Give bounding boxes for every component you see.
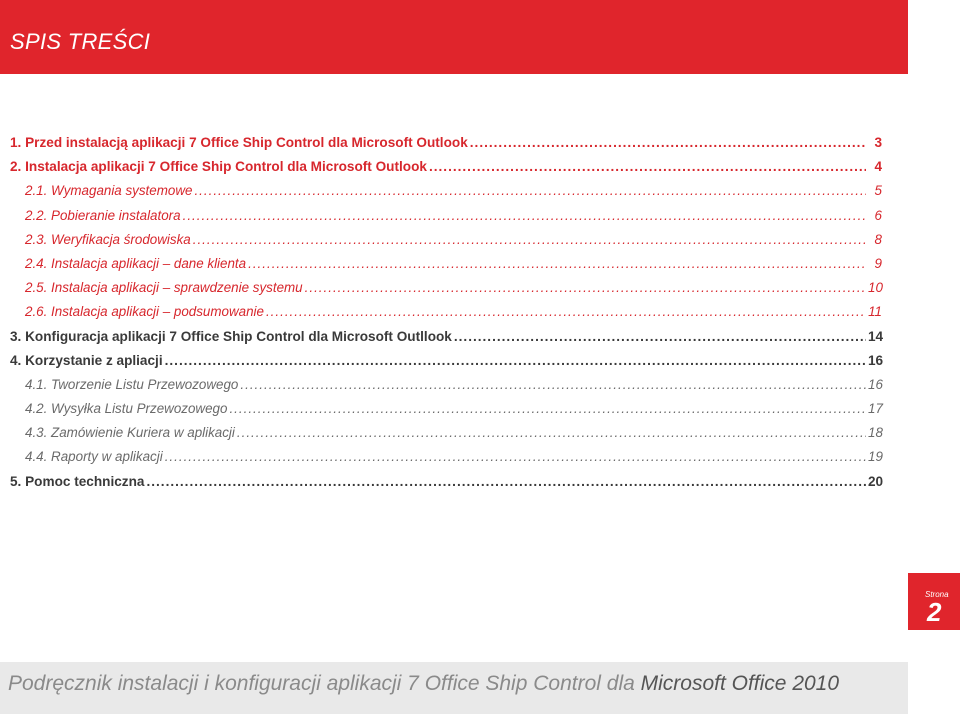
page-number: 2 <box>927 597 942 627</box>
toc-entry[interactable] <box>10 327 882 351</box>
toc-entry[interactable] <box>10 278 882 302</box>
toc-leader-dots <box>305 278 866 298</box>
toc-leader-dots <box>248 254 866 274</box>
toc-entry[interactable] <box>10 472 882 496</box>
toc-entry-title: 4.4. Raporty w aplikacji <box>25 449 163 465</box>
toc-leader-dots <box>229 399 866 419</box>
toc-entry[interactable] <box>10 206 882 230</box>
toc-leader-dots <box>470 133 866 153</box>
footer-text-strong: Microsoft Office 2010 <box>640 672 840 695</box>
toc-leader-dots <box>194 181 866 201</box>
toc-entry-title: 2.5. Instalacja aplikacji – sprawdzenie systemu <box>25 280 303 296</box>
toc-entry-page: 8 <box>874 231 882 247</box>
footer-text <box>8 672 839 696</box>
page-number-label: Strona <box>925 590 949 599</box>
toc-leader-dots <box>165 447 866 467</box>
toc-entry-title: 2.6. Instalacja aplikacji – podsumowanie <box>25 304 264 320</box>
footer-bar <box>0 662 908 714</box>
toc-entry-page: 11 <box>868 304 882 320</box>
toc-leader-dots <box>454 327 866 347</box>
toc-entry[interactable] <box>10 181 882 205</box>
toc-entry-page: 5 <box>874 183 882 199</box>
toc-leader-dots <box>146 472 866 492</box>
toc-entry-page: 17 <box>868 401 883 417</box>
toc-entry-title: 3. Konfiguracja aplikacji 7 Office Ship Control dla Microsoft Outllook <box>10 328 452 344</box>
toc-entry-title: 4.2. Wysyłka Listu Przewozowego <box>25 401 228 417</box>
toc-entry-page: 16 <box>868 352 884 368</box>
toc-leader-dots <box>165 351 866 371</box>
footer-text-light: Podręcznik instalacji i konfiguracji aplikacji 7 Office Ship Control dla <box>8 672 641 695</box>
toc-leader-dots <box>193 230 866 250</box>
header-bar <box>0 0 908 74</box>
toc-entry-page: 3 <box>874 135 882 150</box>
toc-entry-title: 5. Pomoc techniczna <box>10 473 145 489</box>
toc-entry[interactable] <box>10 447 882 471</box>
toc-entry-page: 18 <box>868 425 883 441</box>
toc-entry-page: 4 <box>874 159 882 175</box>
toc-entry-page: 14 <box>868 328 884 344</box>
toc-leader-dots <box>240 375 866 395</box>
toc-entry[interactable] <box>10 302 882 326</box>
page-number-badge <box>908 573 960 630</box>
toc-entry-page: 16 <box>868 376 883 392</box>
toc-entry[interactable] <box>10 230 882 254</box>
toc-entry-title: 2. Instalacja aplikacji 7 Office Ship Control dla Microsoft Outlook <box>10 159 427 175</box>
toc-entry-title: 2.1. Wymagania systemowe <box>25 183 193 199</box>
toc-entry-title: 4.3. Zamówienie Kuriera w aplikacji <box>25 425 235 441</box>
toc-leader-dots <box>266 302 866 322</box>
toc-entry-title: 4. Korzystanie z apliacji <box>10 352 163 368</box>
toc-entry[interactable] <box>10 399 882 423</box>
toc-entry-page: 6 <box>874 207 882 223</box>
toc-leader-dots <box>429 157 866 177</box>
toc-entry[interactable] <box>10 375 882 399</box>
toc-entry[interactable] <box>10 133 882 157</box>
toc-entry-title: 2.4. Instalacja aplikacji – dane klienta <box>25 255 247 271</box>
table-of-contents <box>10 133 882 496</box>
toc-entry[interactable] <box>10 157 882 181</box>
toc-entry-title: 1. Przed instalacją aplikacji 7 Office Ship Control dla Microsoft Outlook <box>10 135 468 150</box>
toc-entry[interactable] <box>10 351 882 375</box>
toc-entry-page: 9 <box>874 255 882 271</box>
toc-leader-dots <box>183 206 866 226</box>
page-title: SPIS TREŚCI <box>10 29 151 54</box>
toc-entry-page: 20 <box>868 473 884 489</box>
toc-entry-title: 4.1. Tworzenie Listu Przewozowego <box>25 376 239 392</box>
toc-entry[interactable] <box>10 254 882 278</box>
toc-entry-title: 2.2. Pobieranie instalatora <box>25 207 181 223</box>
toc-entry-title: 2.3. Weryfikacja środowiska <box>25 231 191 247</box>
toc-entry[interactable] <box>10 423 882 447</box>
toc-leader-dots <box>237 423 866 443</box>
toc-entry-page: 10 <box>868 280 883 296</box>
toc-entry-page: 19 <box>868 449 883 465</box>
